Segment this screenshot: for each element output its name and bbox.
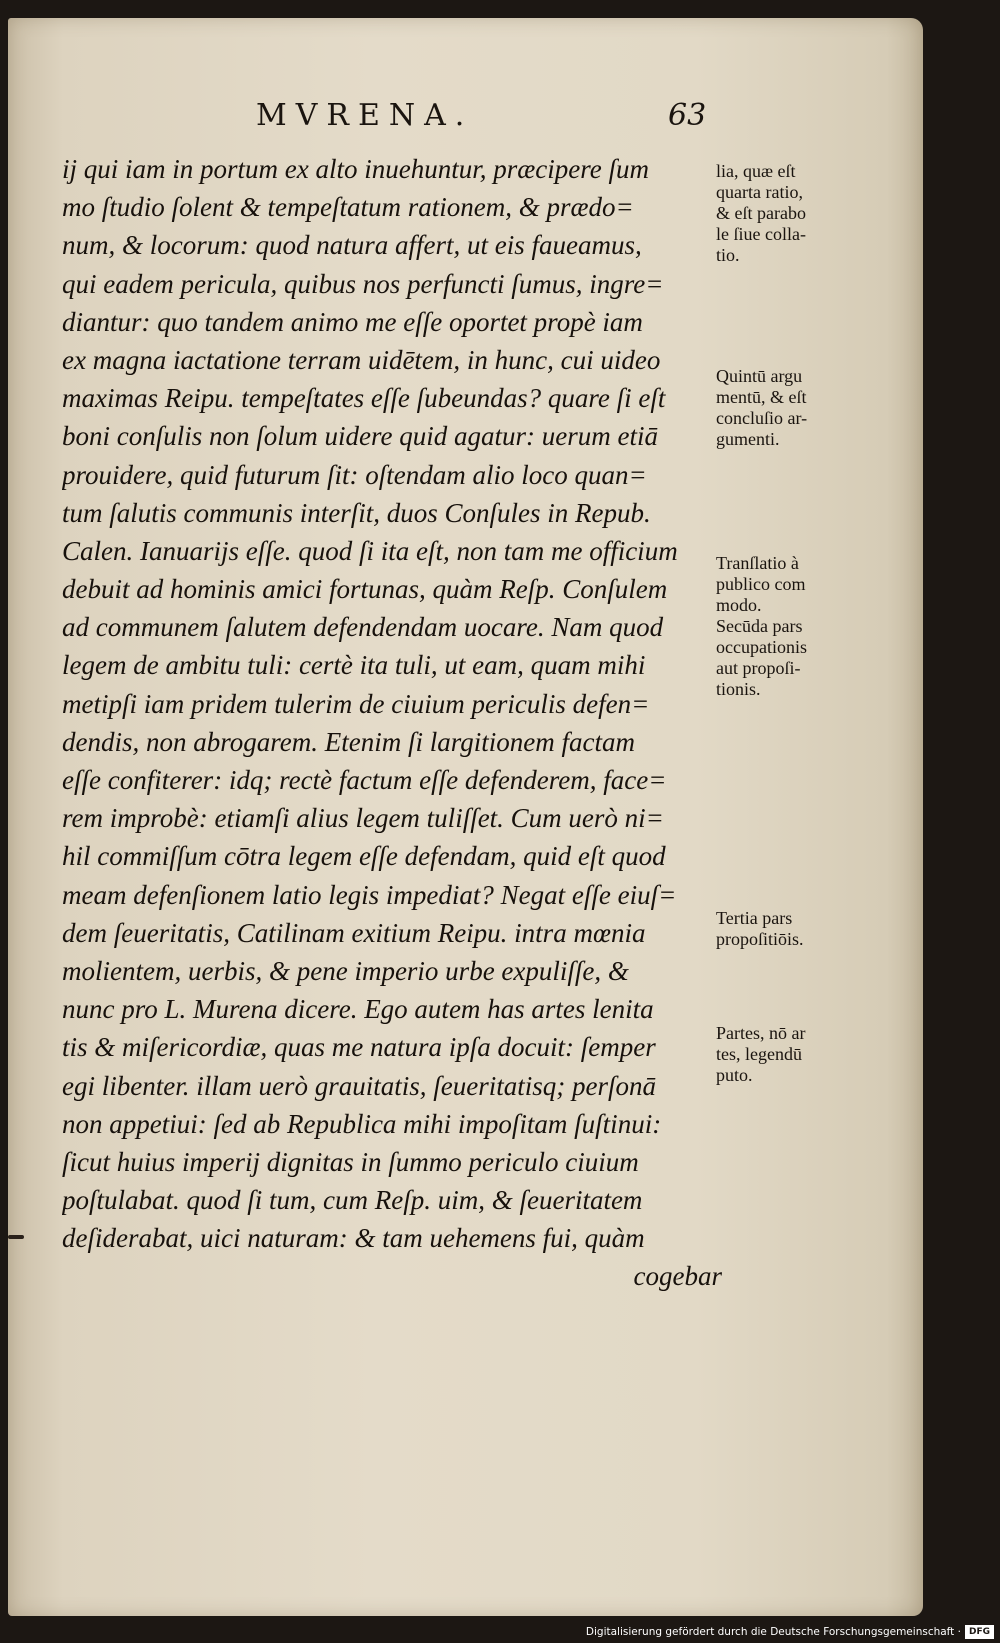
text-line: tum ſalutis communis interſit, duos Conſules in Repub. [62,497,651,528]
margin-line: aut propoſi- [716,658,801,678]
margin-line: Secūda pars [716,616,803,636]
margin-dash-mark [8,1235,24,1239]
margin-line: Tranſlatio à [716,553,799,573]
margin-line: concluſio ar- [716,408,808,428]
margin-line: occupationis [716,637,807,657]
text-line: metipſi iam pridem tulerim de ciuium periculis defen= [62,688,650,719]
margin-line: Partes, nō ar [716,1023,806,1043]
catchword: cogebar [633,1261,722,1292]
text-line: Calen. Ianuarijs eſſe. quod ſi ita eſt, non tam me officium [62,535,678,566]
text-line: eſſe confiterer: idq; rectè factum eſſe defenderem, face= [62,765,667,795]
marginal-note-5 [716,1023,856,1086]
dfg-logo: DFG [965,1625,994,1639]
marginal-note-1 [716,161,856,266]
folio-number: 63 [668,98,707,133]
margin-line: tionis. [716,679,761,699]
margin-line: puto. [716,1065,753,1085]
text-line: tis & miſericordiæ, quas me natura ipſa docuit: ſemper [62,1032,656,1063]
margin-line: tio. [716,245,740,265]
margin-line: tes, legendū [716,1044,802,1064]
text-line: qui eadem pericula, quibus nos perfuncti ſumus, ingre= [62,268,664,299]
text-line: molientem, uerbis, & pene imperio urbe expuliſſe, & [62,955,629,986]
text-line: ex magna iactatione terram uidētem, in hunc, cui uideo [62,344,661,375]
marginal-note-3 [716,553,856,700]
text-line: dendis, non abrogarem. Etenim ſi largitionem factam [62,726,635,757]
text-line: diantur: quo tandem animo me eſſe oportet propè iam [62,306,643,337]
text-line: debuit ad hominis amici fortunas, quàm Reſp. Conſulem [62,574,668,605]
margin-line: le ſiue colla- [716,224,806,244]
text-line: ad communem ſalutem defendendam uocare. Nam quod [62,612,664,643]
marginal-note-2 [716,366,856,450]
margin-line: quarta ratio, [716,182,803,202]
text-line: legem de ambitu tuli: certè ita tuli, ut eam, quam mihi [62,650,646,681]
text-line: ij qui iam in portum ex alto inuehuntur, præcipere ſum [62,154,649,184]
text-line: hil commiſſum cōtra legem eſſe defendam, quid eſt quod [62,841,666,872]
text-line: non appetiui: ſed ab Republica mihi impoſitam ſuſtinui: [62,1108,662,1139]
text-line: num, & locorum: quod natura affert, ut eis faueamus, [62,230,642,261]
margin-line: gumenti. [716,429,780,449]
digitization-credit [586,1625,994,1639]
text-line: mo ſtudio ſolent & tempeſtatum rationem, & prædo= [62,192,634,223]
marginal-note-4 [716,908,856,950]
margin-line: modo. [716,595,762,615]
text-line: egi libenter. illam uerò grauitatis, ſeueritatisq; perſonā [62,1070,656,1101]
text-line: poſtulabat. quod ſi tum, cum Reſp. uim, & ſeueritatem [62,1185,643,1216]
text-line: nunc pro L. Murena dicere. Ego autem has artes lenita [62,994,654,1025]
text-line: maximas Reipu. tempeſtates eſſe ſubeundas? quare ſi eſt [62,383,666,414]
text-line: dem ſeueritatis, Catilinam exitium Reipu. intra mœnia [62,917,646,948]
text-line: rem improbè: etiamſi alius legem tuliſſet. Cum uerò ni= [62,803,664,834]
margin-line: lia, quæ eſt [716,161,796,181]
main-text-block [62,150,722,1296]
text-line: meam defenſionem latio legis impediat? Negat eſſe eiuſ= [62,879,677,910]
margin-line: mentū, & eſt [716,387,807,407]
text-line: boni conſulis non ſolum uidere quid agatur: uerum etiā [62,421,658,452]
book-page [8,18,923,1616]
margin-line: & eſt parabo [716,203,806,223]
margin-line: propoſitiōis. [716,929,804,949]
margin-line: publico com [716,574,806,594]
text-line: deſiderabat, uici naturam: & tam uehemens fui, quàm [62,1223,645,1254]
margin-line: Quintū argu [716,366,803,386]
credit-text: Digitalisierung gefördert durch die Deutsche Forschungsgemeinschaft · [585,1626,961,1638]
running-head: MVRENA. [256,98,474,133]
margin-line: Tertia pars [716,908,793,928]
text-line: ſicut huius imperij dignitas in ſummo periculo ciuium [62,1146,639,1177]
text-line: prouidere, quid futurum ſit: oſtendam alio loco quan= [62,459,647,490]
